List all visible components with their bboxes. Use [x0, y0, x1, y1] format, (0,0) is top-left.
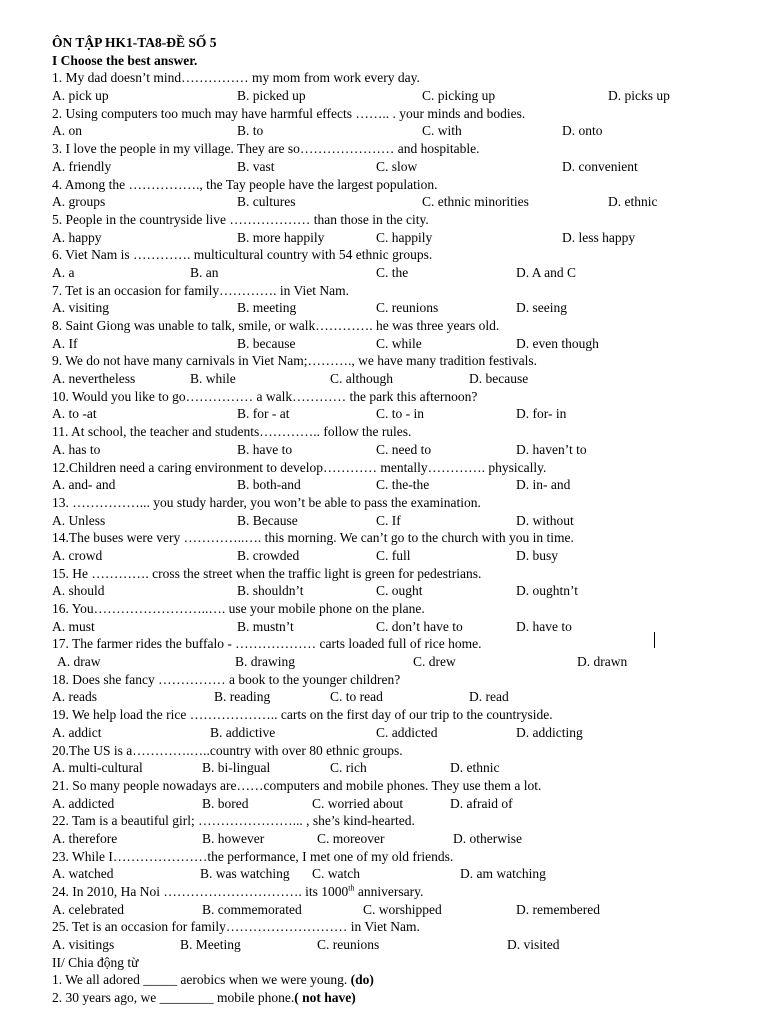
answer-option[interactable]: D. picks up: [608, 88, 670, 104]
question-stem: [52, 742, 742, 760]
answer-option[interactable]: B. while: [190, 371, 236, 387]
answer-option[interactable]: D. in- and: [516, 477, 571, 493]
question-stem: [52, 848, 742, 866]
answer-option[interactable]: D. drawn: [577, 654, 628, 670]
answer-options: [52, 193, 742, 211]
answer-options: [52, 512, 742, 530]
question-stem: [52, 635, 742, 653]
answer-option[interactable]: B. vast: [237, 158, 275, 174]
exercise-verb: (do): [350, 972, 374, 988]
answer-option[interactable]: D. have to: [516, 618, 572, 634]
question-stem: [52, 140, 742, 158]
question-text: 11. At school, the teacher and students………….. follow the rules.: [52, 424, 412, 440]
answer-option[interactable]: B. more happily: [237, 229, 325, 245]
question-stem: [52, 69, 742, 87]
answer-option[interactable]: A. has to: [52, 441, 101, 457]
answer-option[interactable]: A. pick up: [52, 88, 109, 104]
answer-option[interactable]: B. Meeting: [180, 937, 241, 953]
answer-option[interactable]: C. picking up: [422, 88, 496, 104]
answer-option[interactable]: A. and- and: [52, 477, 116, 493]
question-text: 23. While I…………………the performance, I met one of my old friends.: [52, 848, 454, 864]
answer-options: [52, 865, 742, 883]
answer-option[interactable]: A. to -at: [52, 406, 97, 422]
question-text: 14.The buses were very …………..…. this morning. We can’t go to the church with you in time.: [52, 530, 574, 546]
answer-options: [52, 582, 742, 600]
answer-option[interactable]: B. an: [190, 264, 219, 280]
question-text: 2. Using computers too much may have harmful effects …….. . your minds and bodies.: [52, 105, 526, 121]
answer-option[interactable]: C. rich: [330, 760, 367, 776]
answer-option[interactable]: B. have to: [237, 441, 293, 457]
exercise-number: 1.: [52, 972, 63, 988]
question-text: 5. People in the countryside live ……………… than those in the city.: [52, 211, 429, 227]
question-stem: [52, 565, 742, 583]
question-stem: [52, 459, 742, 477]
question-text: 19. We help load the rice ……………….. carts on the first day of our trip to the countryside.: [52, 707, 553, 723]
answer-options: [52, 688, 742, 706]
answer-option[interactable]: A. a: [52, 264, 75, 280]
answer-options: [52, 158, 742, 176]
question-text-tail: anniversary.: [354, 884, 424, 899]
answer-option[interactable]: D. A and C: [516, 264, 577, 280]
question-text: 4. Among the ……………., the Tay people have the largest population.: [52, 176, 438, 192]
answer-option[interactable]: A. friendly: [52, 158, 112, 174]
question-text: 13. ……………... you study harder, you won’t be able to pass the examination.: [52, 494, 481, 510]
question-text: 24. In 2010, Ha Noi …………………………. its 1000: [52, 884, 349, 899]
question-stem: [52, 706, 742, 724]
answer-option[interactable]: B. bi-lingual: [202, 760, 271, 776]
answer-options: [52, 264, 742, 282]
answer-option[interactable]: D. afraid of: [450, 795, 513, 811]
exercise-text: We all adored _____ aerobics when we were young.: [65, 972, 351, 988]
answer-option[interactable]: B. mustn’t: [237, 618, 294, 634]
answer-option[interactable]: C. drew: [413, 654, 456, 670]
answer-option[interactable]: B. crowded: [237, 547, 300, 563]
question-stem: [52, 105, 742, 123]
answer-option[interactable]: B. for - at: [237, 406, 290, 422]
answer-options: [52, 653, 742, 671]
answer-option[interactable]: B. cultures: [237, 194, 296, 210]
question-stem: [52, 777, 742, 795]
answer-option[interactable]: D. without: [516, 512, 574, 528]
answer-option[interactable]: A. crowd: [52, 547, 103, 563]
answer-option[interactable]: C. don’t have to: [376, 618, 463, 634]
question-text: 9. We do not have many carnivals in Viet Nam;………., we have many tradition festivals.: [52, 353, 537, 369]
answer-option[interactable]: B. addictive: [210, 724, 276, 740]
answer-option[interactable]: C. reunions: [317, 937, 380, 953]
answer-option[interactable]: D. read: [469, 689, 509, 705]
text-cursor: [654, 632, 655, 648]
question-list: [52, 69, 742, 953]
answer-options: [52, 229, 742, 247]
section-heading-2: II/ Chia động từ: [52, 954, 139, 970]
answer-options: [52, 830, 742, 848]
answer-option[interactable]: A. celebrated: [52, 901, 124, 917]
question-text: 12.Children need a caring environment to develop………… mentally…………. physically.: [52, 459, 547, 475]
question-text: 25. Tet is an occasion for family……………………… in Viet Nam.: [52, 919, 420, 935]
answer-option[interactable]: A. Unless: [52, 512, 106, 528]
answer-option[interactable]: D. addicting: [516, 724, 583, 740]
answer-option[interactable]: C. If: [376, 512, 401, 528]
exercise-verb: ( not have): [294, 990, 356, 1006]
question-stem: [52, 282, 742, 300]
answer-option[interactable]: C. the: [376, 264, 409, 280]
section-heading: I Choose the best answer.: [52, 52, 198, 68]
question-text: 8. Saint Giong was unable to talk, smile, or walk…………. he was three years old.: [52, 318, 500, 333]
answer-option[interactable]: D. even though: [516, 335, 599, 351]
question-stem: [52, 211, 742, 229]
answer-option[interactable]: C. need to: [376, 441, 432, 457]
answer-option[interactable]: D. onto: [562, 123, 603, 139]
answer-option[interactable]: C. happily: [376, 229, 433, 245]
answer-options: [52, 618, 742, 636]
question-text: 6. Viet Nam is …………. multicultural country with 54 ethnic groups.: [52, 247, 433, 263]
answer-option[interactable]: A. reads: [52, 689, 97, 705]
answer-option[interactable]: D. remembered: [516, 901, 600, 917]
answer-option[interactable]: C. ought: [376, 583, 423, 599]
question-text: 10. Would you like to go…………… a walk………… the park this afternoon?: [52, 388, 478, 404]
answer-option[interactable]: C. although: [330, 371, 393, 387]
answer-options: [52, 724, 742, 742]
answer-options: [52, 759, 742, 777]
exercise-text: 2. 30 years ago, we ________ mobile phone.: [52, 990, 295, 1006]
answer-option[interactable]: C. worshipped: [363, 901, 442, 917]
question-stem: [52, 671, 742, 689]
answer-options: [52, 299, 742, 317]
answer-option[interactable]: C. to read: [330, 689, 383, 705]
answer-options: [52, 476, 742, 494]
question-text: 17. The farmer rides the buffalo - ……………… carts loaded full of rice home.: [52, 636, 482, 652]
superscript: th: [348, 883, 355, 893]
exercise-item-2: [52, 989, 742, 1007]
question-text: 21. So many people nowadays are……computers and mobile phones. They use them a lot.: [52, 777, 542, 793]
answer-option[interactable]: D. oughtn’t: [516, 583, 579, 599]
question-text: 15. He …………. cross the street when the traffic light is green for pedestrians.: [52, 565, 482, 581]
answer-option[interactable]: A. watched: [52, 866, 114, 882]
answer-option[interactable]: B. both-and: [237, 477, 301, 493]
answer-options: [52, 87, 742, 105]
answer-option[interactable]: B. commemorated: [202, 901, 302, 917]
answer-option[interactable]: B. picked up: [237, 88, 306, 104]
answer-option[interactable]: D. haven’t to: [516, 441, 587, 457]
question-stem: [52, 423, 742, 441]
answer-options: [52, 441, 742, 459]
answer-option[interactable]: C. worried about: [312, 795, 404, 811]
answer-option[interactable]: B. to: [237, 123, 264, 139]
answer-option[interactable]: B. Because: [237, 512, 298, 528]
answer-option[interactable]: D. am watching: [460, 866, 546, 882]
answer-option[interactable]: D. for- in: [516, 406, 567, 422]
answer-option[interactable]: B. drawing: [235, 654, 295, 670]
answer-option[interactable]: C. while: [376, 335, 422, 351]
answer-option[interactable]: D. less happy: [562, 229, 636, 245]
answer-options: [52, 795, 742, 813]
question-stem: [52, 812, 742, 830]
question-stem: [52, 388, 742, 406]
answer-option[interactable]: A. must: [52, 618, 95, 634]
question-stem: [52, 600, 742, 618]
answer-options: [52, 122, 742, 140]
answer-option[interactable]: C. slow: [376, 158, 418, 174]
answer-options: [52, 901, 742, 919]
answer-option[interactable]: A. addict: [52, 724, 102, 740]
answer-option[interactable]: A. visitings: [52, 937, 115, 953]
answer-option[interactable]: A. addicted: [52, 795, 115, 811]
answer-options: [52, 370, 742, 388]
answer-option[interactable]: D. because: [469, 371, 529, 387]
question-text: 20.The US is a………….…..country with over 80 ethnic groups.: [52, 742, 403, 758]
answer-option[interactable]: A. therefore: [52, 830, 118, 846]
question-text: 18. Does she fancy …………… a book to the younger children?: [52, 671, 401, 687]
question-stem: [52, 246, 742, 264]
answer-option[interactable]: C. addicted: [376, 724, 438, 740]
answer-option[interactable]: A. on: [52, 123, 82, 139]
answer-option[interactable]: B. reading: [214, 689, 271, 705]
question-text: 22. Tam is a beautiful girl; …………………... , she’s kind-hearted.: [52, 813, 415, 829]
answer-option[interactable]: D. visited: [507, 937, 560, 953]
answer-options: [52, 405, 742, 423]
question-stem: [52, 918, 742, 936]
question-text: 16. You……………………..…. use your mobile phone on the plane.: [52, 601, 425, 616]
answer-option[interactable]: D. busy: [516, 547, 559, 563]
answer-option[interactable]: C. ethnic minorities: [422, 194, 529, 210]
question-stem: [52, 883, 742, 901]
answer-option[interactable]: B. was watching: [200, 866, 290, 882]
answer-option[interactable]: A. If: [52, 335, 78, 351]
answer-option[interactable]: A. groups: [52, 194, 106, 210]
question-stem: [52, 352, 742, 370]
answer-option[interactable]: A. visiting: [52, 300, 110, 316]
answer-option[interactable]: C. with: [422, 123, 462, 139]
answer-option[interactable]: A. happy: [52, 229, 102, 245]
answer-option[interactable]: B. meeting: [237, 300, 297, 316]
answer-option[interactable]: D. otherwise: [453, 830, 522, 846]
answer-option[interactable]: D. ethnic: [450, 760, 500, 776]
answer-option[interactable]: B. shouldn’t: [237, 583, 304, 599]
answer-option[interactable]: C. to - in: [376, 406, 425, 422]
answer-option[interactable]: C. watch: [312, 866, 360, 882]
answer-option[interactable]: A. multi-cultural: [52, 760, 143, 776]
answer-option[interactable]: D. ethnic: [608, 194, 658, 210]
question-stem: [52, 176, 742, 194]
answer-options: [52, 547, 742, 565]
worksheet: [52, 34, 742, 1007]
answer-option[interactable]: A. draw: [57, 654, 101, 670]
answer-options: [52, 335, 742, 353]
question-text: 1. My dad doesn’t mind…………… my mom from work every day.: [52, 70, 420, 86]
exercise-item-1: [52, 971, 742, 989]
question-stem: [52, 529, 742, 547]
page-title: ÔN TẬP HK1-TA8-ĐỀ SỐ 5: [52, 35, 217, 50]
answer-option[interactable]: C. moreover: [317, 830, 385, 846]
answer-option[interactable]: C. reunions: [376, 300, 439, 316]
answer-option[interactable]: A. nevertheless: [52, 371, 136, 387]
answer-option[interactable]: B. because: [237, 335, 296, 351]
answer-options: [52, 936, 742, 954]
question-stem: [52, 494, 742, 512]
answer-option[interactable]: A. should: [52, 583, 105, 599]
answer-option[interactable]: D. seeing: [516, 300, 567, 316]
answer-option[interactable]: C. full: [376, 547, 411, 563]
answer-option[interactable]: D. convenient: [562, 158, 638, 174]
answer-option[interactable]: C. the-the: [376, 477, 430, 493]
question-stem: [52, 317, 742, 335]
answer-option[interactable]: B. bored: [202, 795, 249, 811]
question-text: 7. Tet is an occasion for family…………. in Viet Nam.: [52, 282, 349, 298]
answer-option[interactable]: B. however: [202, 830, 265, 846]
question-text: 3. I love the people in my village. They are so………………… and hospitable.: [52, 141, 480, 157]
